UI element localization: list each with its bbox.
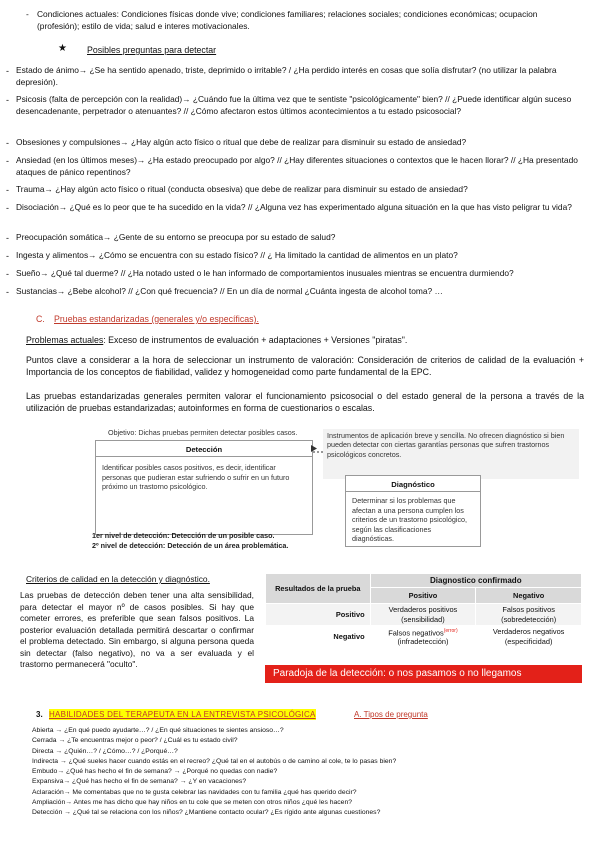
- problemas-text: : Exceso de instrumentos de evaluación + adaptaciones + Versiones "piratas".: [103, 335, 408, 345]
- deteccion-title: Detección: [185, 445, 223, 454]
- tipo-aclaracion: Aclaración→ Me comentabas que no te gusta celebrar las navidades con tu familia ¿qué has querido decir?: [32, 788, 357, 796]
- tipos-list: [32, 726, 592, 819]
- section3-subtitle: A. Tipos de pregunta: [354, 710, 428, 719]
- list-item: [0, 250, 600, 264]
- list-item: [0, 137, 600, 151]
- fn-label: Falsos negativos: [388, 628, 444, 638]
- header-resultados: Resultados de la prueba: [266, 574, 371, 604]
- puntos-clave-text: Puntos clave a considerar a la hora de seleccionar un instrumento de valoración: Consideración de criterios de calidad de la evaluación + Importancia de los conceptos de fiabilidad, validez y homogeneidad como parte fundamental de la EPC.: [26, 355, 584, 377]
- cell-fp: Falsos positivos (sobredetección): [476, 604, 582, 626]
- problemas-actuales: [26, 334, 582, 346]
- list-item: [0, 184, 600, 198]
- tipo-ampliacion: Ampliación→ Antes me has dicho que hay niños en tu cole que se meten con otros niños ¿qué les hacen?: [32, 799, 353, 807]
- diagnostico-title: Diagnóstico: [391, 480, 435, 489]
- section-c-title: Pruebas estandarizadas (generales y/o específicas).: [54, 314, 259, 324]
- pregunta-estado-animo: Estado de ánimo→ ¿Se ha sentido apenado, triste, deprimido o irritable? / ¿Ha perdido interés en cosas que solía disfrutar? (no utilizar la palabra depresión).: [16, 65, 557, 87]
- bullet: -: [6, 185, 9, 195]
- pregunta-psicosis: Psicosis (falta de percepción con la realidad)→ ¿Cuándo fue la última vez que te sentiste "psicológicamente" bien? // ¿Puede identificar algún suceso desencadenante, perpetrador o atenuantes? // ¿Cómo afectaron estos últimos acontecimientos a tu estado psicosocial?: [16, 94, 572, 116]
- pregunta-ingesta: Ingesta y alimentos→ ¿Cómo se encuentra con su estado físico? // ¿ Ha limitado la cantidad de alimentos en un plato?: [16, 250, 458, 260]
- nivel-2: 2º nivel de detección: Detección de un área problemática.: [92, 541, 289, 550]
- cell-vp: Verdaderos positivos (sensibilidad): [370, 604, 476, 626]
- tipo-indirecta: Indirecta → ¿Qué sueles hacer cuando estás en el recreo? ¿Qué tal en el autobús o de camino al cole, te lo pasas bien?: [32, 757, 397, 765]
- pregunta-trauma: Trauma→ ¿Hay algún acto físico o ritual (conducta obsesiva) que debe de realizar para disminuir su estado de ansiedad?: [16, 184, 468, 194]
- cell-fn: [370, 626, 476, 648]
- diagnostic-table: [265, 573, 582, 679]
- cell-vn: Verdaderos negativos (especificidad): [476, 626, 582, 648]
- pregunta-ansiedad: Ansiedad (en los últimos meses)→ ¿Ha estado preocupado por algo? // ¿Hay diferentes situaciones o contextos que le hacen llorar? // ¿Ha presentado ataques de pánico repentinos?: [16, 155, 578, 177]
- paradoja-banner: Paradoja de la detección: o nos pasamos o no llegamos: [265, 665, 582, 683]
- list-item: [0, 202, 600, 228]
- pregunta-somatica: Preocupación somática→ ¿Gente de su entorno se preocupa por su estado de salud?: [16, 232, 336, 242]
- bullet: -: [6, 138, 9, 148]
- bullet: -: [6, 156, 9, 166]
- pregunta-disociacion: Disociación→ ¿Qué es lo peor que te ha sucedido en la vida? // ¿Alguna vez has experimentado alguna situación en la que has visto peligrar tu vida?: [16, 202, 572, 212]
- section3-title: HABILIDADES DEL TERAPEUTA EN LA ENTREVISTA PSICOLÓGICA: [49, 710, 316, 719]
- row-positivo: Positivo: [266, 604, 371, 626]
- tipo-expansiva: Expansiva→ ¿Qué has hecho el fin de semana? → ¿Y en vacaciones?: [32, 778, 247, 786]
- list-item: [0, 268, 600, 282]
- bullet: -: [6, 269, 9, 279]
- pregunta-sueno: Sueño→ ¿Qué tal duerme? // ¿Ha notado usted o le han informado de comportamientos inusuales mientras se encuentra durmiendo?: [16, 268, 514, 278]
- arrow-right-icon: [313, 448, 320, 449]
- list-item: [0, 286, 600, 300]
- list-item: [0, 94, 600, 132]
- bullet: -: [6, 287, 9, 297]
- nivel-1: 1er nivel de detección: Detección de un posible caso.: [92, 531, 275, 540]
- tipo-embudo: Embudo→ ¿Qué has hecho el fin de semana? → ¿Porqué no quedas con nadie?: [32, 768, 278, 776]
- row-negativo: Negativo: [266, 626, 371, 648]
- bullet: -: [6, 251, 9, 261]
- objetivo-text: Objetivo: Dichas pruebas permiten detectar posibles casos.: [108, 428, 298, 437]
- preguntas-heading: Posibles preguntas para detectar: [87, 45, 217, 55]
- deteccion-box: [95, 440, 313, 535]
- problemas-label: Problemas actuales: [26, 335, 104, 345]
- diagnostico-body: Determinar si los problemas que afectan a una persona cumplen los criterios de un trastorno psicológico, según las clasificaciones diagnósticas.: [352, 496, 468, 544]
- bullet: -: [6, 95, 9, 105]
- tipo-deteccion: Detección → ¿Qué tal se relaciona con los niños? ¿Mantiene contacto ocular? ¿Es rígido ante algunas cuestiones?: [32, 809, 381, 817]
- list-item: [0, 232, 600, 246]
- pregunta-obsesiones: Obsesiones y compulsiones→ ¿Hay algún acto físico o ritual que debe de realizar para disminuir su estado de ansiedad?: [16, 137, 467, 147]
- col-positivo: Positivo: [370, 588, 476, 604]
- section-c-letter: C.: [36, 314, 45, 324]
- pregunta-sustancias: Sustancias→ ¿Bebe alcohol? // ¿Con qué frecuencia? // En un día de normal ¿Cuánta ingesta de alcohol toma? …: [16, 286, 443, 296]
- criterios-text: Las pruebas de detección deben tener una alta sensibilidad, para detectar el mayor nº de casos posibles. Si hay que cometer errores, es preferible que sean falsos positivos. La posterior evaluación detallada permitirá descartar o confirmar el problema detectado. Sin embargo, si alguna persona queda sin detectar (falso negativo), no va a ser evaluada y el trastorno permanecerá "oculto".: [20, 590, 254, 669]
- bullet: -: [6, 66, 9, 76]
- intro-bullet: -: [26, 9, 29, 19]
- section3-number: 3.: [36, 710, 43, 719]
- star-icon: ★: [58, 43, 67, 54]
- tipo-cerrada: Cerrada → ¿Te encuentras mejor o peor? / ¿Cuál es tu estado civil?: [32, 737, 238, 745]
- bullet: -: [6, 203, 9, 213]
- header-confirmado: Diagnostico confirmado: [370, 574, 581, 588]
- pruebas-generales-text: Las pruebas estandarizadas generales permiten valorar el funcionamiento psicosocial o del estado general de la persona a través de la utilización de pruebas estandarizadas; autoinformes en forma de cuestionarios o escalas.: [26, 391, 584, 413]
- fn-mark: (error): [443, 627, 458, 634]
- criterios-heading: Criterios de calidad en la detección y diagnóstico.: [26, 574, 210, 584]
- list-item: [0, 65, 600, 91]
- deteccion-body: Identificar posibles casos positivos, es decir, identificar personas que pudieran estar sufriendo o sufrir en un futuro próximo un trastorno psicológico.: [102, 463, 290, 492]
- tipo-directa: Directa → ¿Quién…? / ¿Cómo…? / ¿Porqué…?: [32, 747, 178, 755]
- list-item: [0, 155, 600, 181]
- diagnostico-box: [345, 475, 481, 547]
- fn-sub: (infradetección): [397, 637, 449, 647]
- bullet: -: [6, 233, 9, 243]
- condiciones-actuales-text: Condiciones actuales: Condiciones físicas donde vive; condiciones familiares; relaciones sociales; condiciones económicas; ocupacion (profesión); estilo de vida; salud e interes motivacionales.: [37, 9, 538, 31]
- col-negativo: Negativo: [476, 588, 582, 604]
- right-note: Instrumentos de aplicación breve y sencilla. No ofrecen diagnóstico si bien pueden detectar con ciertas garantías personas que sufren trastornos psicológicos concretos.: [323, 429, 579, 479]
- tipo-abierta: Abierta → ¿En qué puedo ayudarte…? / ¿En qué situaciones te sientes ansioso…?: [32, 727, 284, 734]
